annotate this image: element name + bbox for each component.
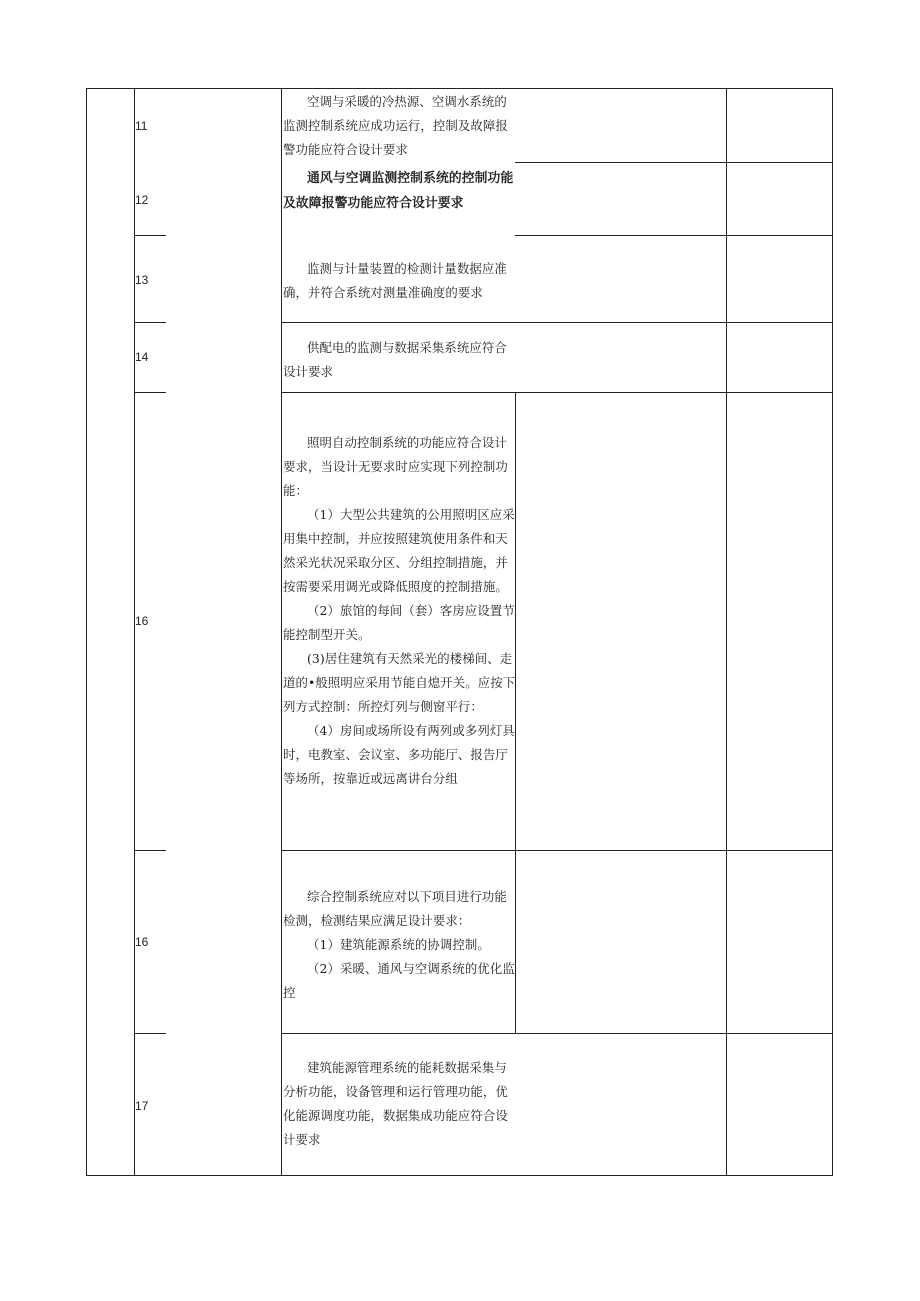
requirement-paragraph: 空调与采暖的冷热源、空调水系统的监测控制系统应成功运行，控制及故障报警功能应符合设计要求 [283,94,508,157]
row-divider [135,322,166,323]
table-border-left [86,88,87,1176]
requirement-item: （2）旅馆的每间（套）客房应设置节能控制型开关。 [283,603,515,642]
requirement-paragraph: 建筑能源管理系统的能耗数据采集与分析功能，设备管理和运行管理功能，优化能源调度功能，数据集成功能应符合设计要求 [283,1060,508,1147]
requirement-item: （1）大型公共建筑的公用照明区应采用集中控制，并应按照建筑使用条件和天然采光状况采取分区、分组控制措施，并按需要采用调光或降低照度的控制措施。 [283,507,515,594]
row-divider [282,1033,833,1034]
row-divider [135,850,166,851]
table-border-top [86,88,833,89]
requirement-paragraph: 通风与空调监测控制系统的控制功能及故障报警功能应符合设计要求 [283,171,514,211]
requirement-item: （4）房间或场所设有两列或多列灯具时，电教室、会议室、多功能厅、报告厅等场所，按靠近或远离讲台分组 [283,723,515,786]
row-divider [135,1033,166,1034]
row-divider [282,850,833,851]
requirement-text [283,431,519,791]
requirement-text [283,166,519,216]
table-border-bottom [86,1175,833,1176]
row-number: 11 [135,119,148,133]
row-number: 16 [135,935,149,949]
row-number: 13 [135,273,149,287]
row-number: 14 [135,350,149,364]
table-border-right [832,88,833,1176]
requirement-text [283,336,519,384]
column-divider [281,88,282,1176]
requirement-text [283,885,519,1005]
row-divider [515,235,833,236]
column-divider [134,88,135,1176]
row-divider [135,392,166,393]
requirement-text [283,1056,519,1152]
row-number: 17 [135,1099,149,1113]
requirement-paragraph: 供配电的监测与数据采集系统应符合设计要求 [283,340,507,379]
row-divider [282,392,833,393]
row-divider [282,322,833,323]
row-number: 16 [135,614,149,628]
requirement-text [283,257,519,305]
requirement-item: （2）采暖、通风与空调系统的优化监控 [283,961,515,1000]
row-number: 12 [135,193,149,207]
requirement-paragraph: 监测与计量装置的检测计量数据应准确，并符合系统对测量准确度的要求 [283,261,507,300]
row-divider [515,162,833,163]
column-divider [726,88,727,1176]
requirement-item: （1）建筑能源系统的协调控制。 [307,937,490,952]
requirement-paragraph: 照明自动控制系统的功能应符合设计要求，当设计无要求时应实现下列控制功能： [283,435,508,498]
row-divider [135,235,166,236]
requirement-item: (3)居住建筑有天然采光的楼梯间、走道的•般照明应采用节能自熄开关。应按下列方式控制：所控灯列与侧窗平行： [283,651,516,714]
requirement-paragraph: 综合控制系统应对以下项目进行功能检测，检测结果应满足设计要求： [283,889,507,928]
requirement-text [283,90,519,162]
